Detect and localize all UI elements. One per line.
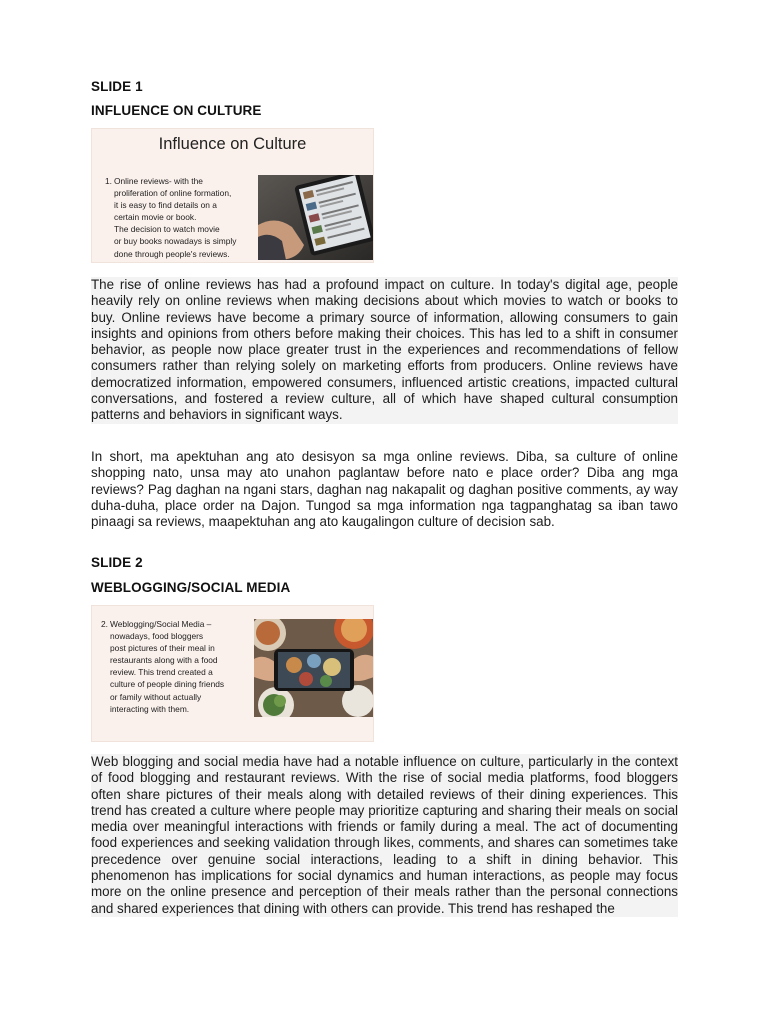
slide1-image-line: certain movie or book. [114,212,197,223]
slide2-image-line: post pictures of their meal in [110,643,215,654]
slide2-image-line: nowadays, food bloggers [110,631,204,642]
slide1-image-line: Online reviews- with the [114,176,203,186]
slide2-image-line: Weblogging/Social Media – [110,619,212,629]
slide1-image-list [105,175,264,260]
slide2-image [91,605,374,742]
slide1-image-line: it is easy to find details on a [114,200,217,211]
tablet-reviews-photo [258,175,374,260]
slide1-image-item-number: 1. [105,176,112,186]
slide2-title: WEBLOGGING/SOCIAL MEDIA [91,580,291,595]
slide2-label: SLIDE 2 [91,555,143,570]
slide2-image-item-number: 2. [101,619,108,629]
slide1-image [91,128,374,263]
food-phone-photo [254,619,374,717]
slide2-image-line: interacting with them. [110,703,190,714]
slide2-image-line: review. This trend created a [110,667,213,678]
slide1-image-line: The decision to watch movie [114,224,220,235]
slide2-paragraph-en: Web blogging and social media have had a notable influence on culture, particularly in the context of food blogging and restaurant reviews. With the rise of social media platforms, food bloggers often share pictures of their meals along with detailed reviews of their dining experiences. This trend has created a culture where people may prioritize capturing and sharing their meals on social media over meaningful interactions with friends or family during a meal. The act of documenting food experiences and seeking validation through likes, comments, and shares can sometimes take precedence over genuine social interactions, leading to a shift in dining behavior. This phenomenon has implications for social dynamics and human interactions, as people may focus more on the online presence and perception of their meals rather than the personal connections and shared experiences that dining with others can provide. This trend has reshaped the [91,754,678,916]
slide1-image-line: done through people's reviews. [114,248,230,259]
slide1-title: INFLUENCE ON CULTURE [91,103,262,118]
slide1-image-line: proliferation of online formation, [114,188,232,199]
slide1-paragraph-en: The rise of online reviews has had a profound impact on culture. In today's digital age, people heavily rely on online reviews when making decisions about which movies to watch or books to buy. Online reviews have become a primary source of information, allowing consumers to gain insights and opinions from others before making their choices. This has led to a shift in consumer behavior, as people now place greater trust in the experiences and recommendations of fellow consumers rather than relying solely on marketing efforts from producers. Online reviews have democratized information, empowered consumers, influenced artistic creations, impacted cultural conversations, and fostered a review culture, all of which have shaped cultural consumption patterns and behaviors in significant ways. [91,277,678,423]
slide1-paragraph-local: In short, ma apektuhan ang ato desisyon sa mga online reviews. Diba, sa culture of online shopping nato, unsa may ato unahon paglantaw before nato e place order? Diba ang mga reviews? Pag daghan na ngani stars, daghan nag nakapalit og daghan positive comments, ay way duha-duha, place order na Dajon. Tungod sa mga information nga tagpanghatag sa iban tawo pinaagi sa reviews, maapektuhan ang ato kaugalingon culture of decision sab. [91,449,678,530]
slide2-image-line: or family without actually [110,691,202,702]
slide1-image-title: Influence on Culture [158,135,307,153]
slide2-image-line: restaurants along with a food [110,655,218,666]
slide2-image-list [101,618,260,715]
slide2-image-line: culture of people dining friends [110,679,225,690]
slide1-label: SLIDE 1 [91,79,143,94]
slide1-image-line: or buy books nowadays is simply [114,236,237,247]
